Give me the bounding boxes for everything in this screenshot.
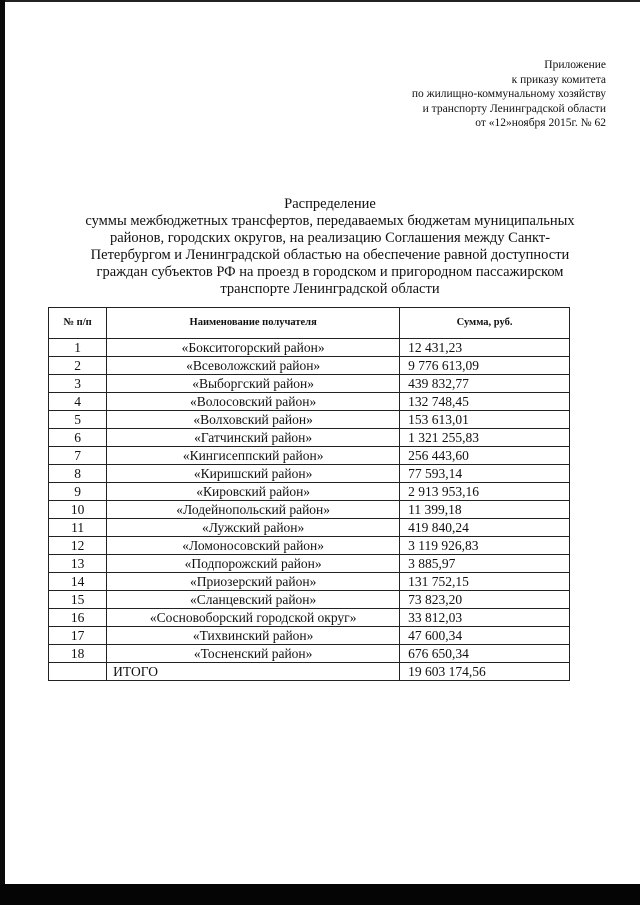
row-number: 11 bbox=[49, 519, 107, 537]
row-number: 7 bbox=[49, 447, 107, 465]
appendix-block bbox=[412, 58, 606, 131]
row-number: 6 bbox=[49, 429, 107, 447]
scan-edge-top bbox=[0, 0, 640, 2]
row-number: 10 bbox=[49, 501, 107, 519]
row-recipient: «Подпорожский район» bbox=[107, 555, 400, 573]
row-amount: 47 600,34 bbox=[400, 627, 570, 645]
table-row bbox=[49, 465, 570, 483]
row-number: 16 bbox=[49, 609, 107, 627]
row-number: 12 bbox=[49, 537, 107, 555]
total-label: ИТОГО bbox=[107, 663, 400, 681]
row-amount: 676 650,34 bbox=[400, 645, 570, 663]
appendix-line: и транспорту Ленинградской области bbox=[422, 102, 606, 115]
table-total-row bbox=[49, 663, 570, 681]
row-recipient: «Бокситогорский район» bbox=[107, 339, 400, 357]
row-recipient: «Кировский район» bbox=[107, 483, 400, 501]
header-recipient: Наименование получателя bbox=[107, 308, 400, 339]
table-header-row bbox=[49, 308, 570, 339]
table-row bbox=[49, 519, 570, 537]
appendix-line: к приказу комитета bbox=[511, 73, 606, 86]
title-line: транспорте Ленинградской области bbox=[220, 281, 440, 297]
table-row bbox=[49, 555, 570, 573]
row-number: 14 bbox=[49, 573, 107, 591]
row-amount: 9 776 613,09 bbox=[400, 357, 570, 375]
table-row bbox=[49, 501, 570, 519]
table-row bbox=[49, 609, 570, 627]
row-number: 5 bbox=[49, 411, 107, 429]
table-row bbox=[49, 357, 570, 375]
table-row bbox=[49, 393, 570, 411]
row-amount: 1 321 255,83 bbox=[400, 429, 570, 447]
title-line: районов, городских округов, на реализацию Соглашения между Санкт- bbox=[109, 230, 551, 246]
table-row bbox=[49, 591, 570, 609]
table-row bbox=[49, 411, 570, 429]
row-amount: 131 752,15 bbox=[400, 573, 570, 591]
table-row bbox=[49, 537, 570, 555]
row-recipient: «Ломоносовский район» bbox=[107, 537, 400, 555]
row-recipient: «Всеволожский район» bbox=[107, 357, 400, 375]
document-title bbox=[60, 196, 600, 298]
row-amount: 419 840,24 bbox=[400, 519, 570, 537]
row-amount: 77 593,14 bbox=[400, 465, 570, 483]
row-amount: 153 613,01 bbox=[400, 411, 570, 429]
row-number: 17 bbox=[49, 627, 107, 645]
table-row bbox=[49, 429, 570, 447]
row-amount: 33 812,03 bbox=[400, 609, 570, 627]
row-number: 18 bbox=[49, 645, 107, 663]
title-line: суммы межбюджетных трансфертов, передаваемых бюджетам муниципальных bbox=[85, 213, 575, 229]
row-number: 1 bbox=[49, 339, 107, 357]
row-recipient: «Тосненский район» bbox=[107, 645, 400, 663]
row-recipient: «Киришский район» bbox=[107, 465, 400, 483]
row-recipient: «Волосовский район» bbox=[107, 393, 400, 411]
title-line: Распределение bbox=[284, 196, 376, 212]
row-number: 13 bbox=[49, 555, 107, 573]
scan-edge-bottom bbox=[0, 884, 640, 905]
total-amount: 19 603 174,56 bbox=[400, 663, 570, 681]
table-row bbox=[49, 339, 570, 357]
row-amount: 132 748,45 bbox=[400, 393, 570, 411]
row-recipient: «Волховский район» bbox=[107, 411, 400, 429]
distribution-table bbox=[48, 307, 570, 681]
row-number: 15 bbox=[49, 591, 107, 609]
row-number: 9 bbox=[49, 483, 107, 501]
table-row bbox=[49, 447, 570, 465]
table-row bbox=[49, 645, 570, 663]
scan-edge-left bbox=[0, 0, 5, 905]
table-row bbox=[49, 375, 570, 393]
row-amount: 2 913 953,16 bbox=[400, 483, 570, 501]
row-amount: 12 431,23 bbox=[400, 339, 570, 357]
row-amount: 73 823,20 bbox=[400, 591, 570, 609]
header-amount: Сумма, руб. bbox=[400, 308, 570, 339]
table-row bbox=[49, 573, 570, 591]
table-row bbox=[49, 627, 570, 645]
row-number: 4 bbox=[49, 393, 107, 411]
row-recipient: «Гатчинский район» bbox=[107, 429, 400, 447]
row-amount: 11 399,18 bbox=[400, 501, 570, 519]
row-recipient: «Сосновоборский городской округ» bbox=[107, 609, 400, 627]
title-line: граждан субъектов РФ на проезд в городском и пригородном пассажирском bbox=[96, 264, 564, 280]
appendix-line: Приложение bbox=[544, 59, 606, 71]
title-line: Петербургом и Ленинградской областью на обеспечение равной доступности bbox=[90, 247, 570, 263]
row-amount: 256 443,60 bbox=[400, 447, 570, 465]
appendix-line: по жилищно-коммунальному хозяйству bbox=[411, 88, 606, 100]
row-recipient: «Приозерский район» bbox=[107, 573, 400, 591]
header-number: № п/п bbox=[49, 308, 107, 339]
row-number: 3 bbox=[49, 375, 107, 393]
row-recipient: «Сланцевский район» bbox=[107, 591, 400, 609]
row-recipient: «Тихвинский район» bbox=[107, 627, 400, 645]
table-row bbox=[49, 483, 570, 501]
row-amount: 3 885,97 bbox=[400, 555, 570, 573]
row-recipient: «Выборгский район» bbox=[107, 375, 400, 393]
row-recipient: «Кингисеппский район» bbox=[107, 447, 400, 465]
row-number: 2 bbox=[49, 357, 107, 375]
row-recipient: «Лодейнопольский район» bbox=[107, 501, 400, 519]
row-amount: 439 832,77 bbox=[400, 375, 570, 393]
row-number: 8 bbox=[49, 465, 107, 483]
total-number-cell bbox=[49, 663, 107, 681]
row-amount: 3 119 926,83 bbox=[400, 537, 570, 555]
appendix-line: от «12»ноября 2015г. № 62 bbox=[475, 117, 606, 129]
row-recipient: «Лужский район» bbox=[107, 519, 400, 537]
